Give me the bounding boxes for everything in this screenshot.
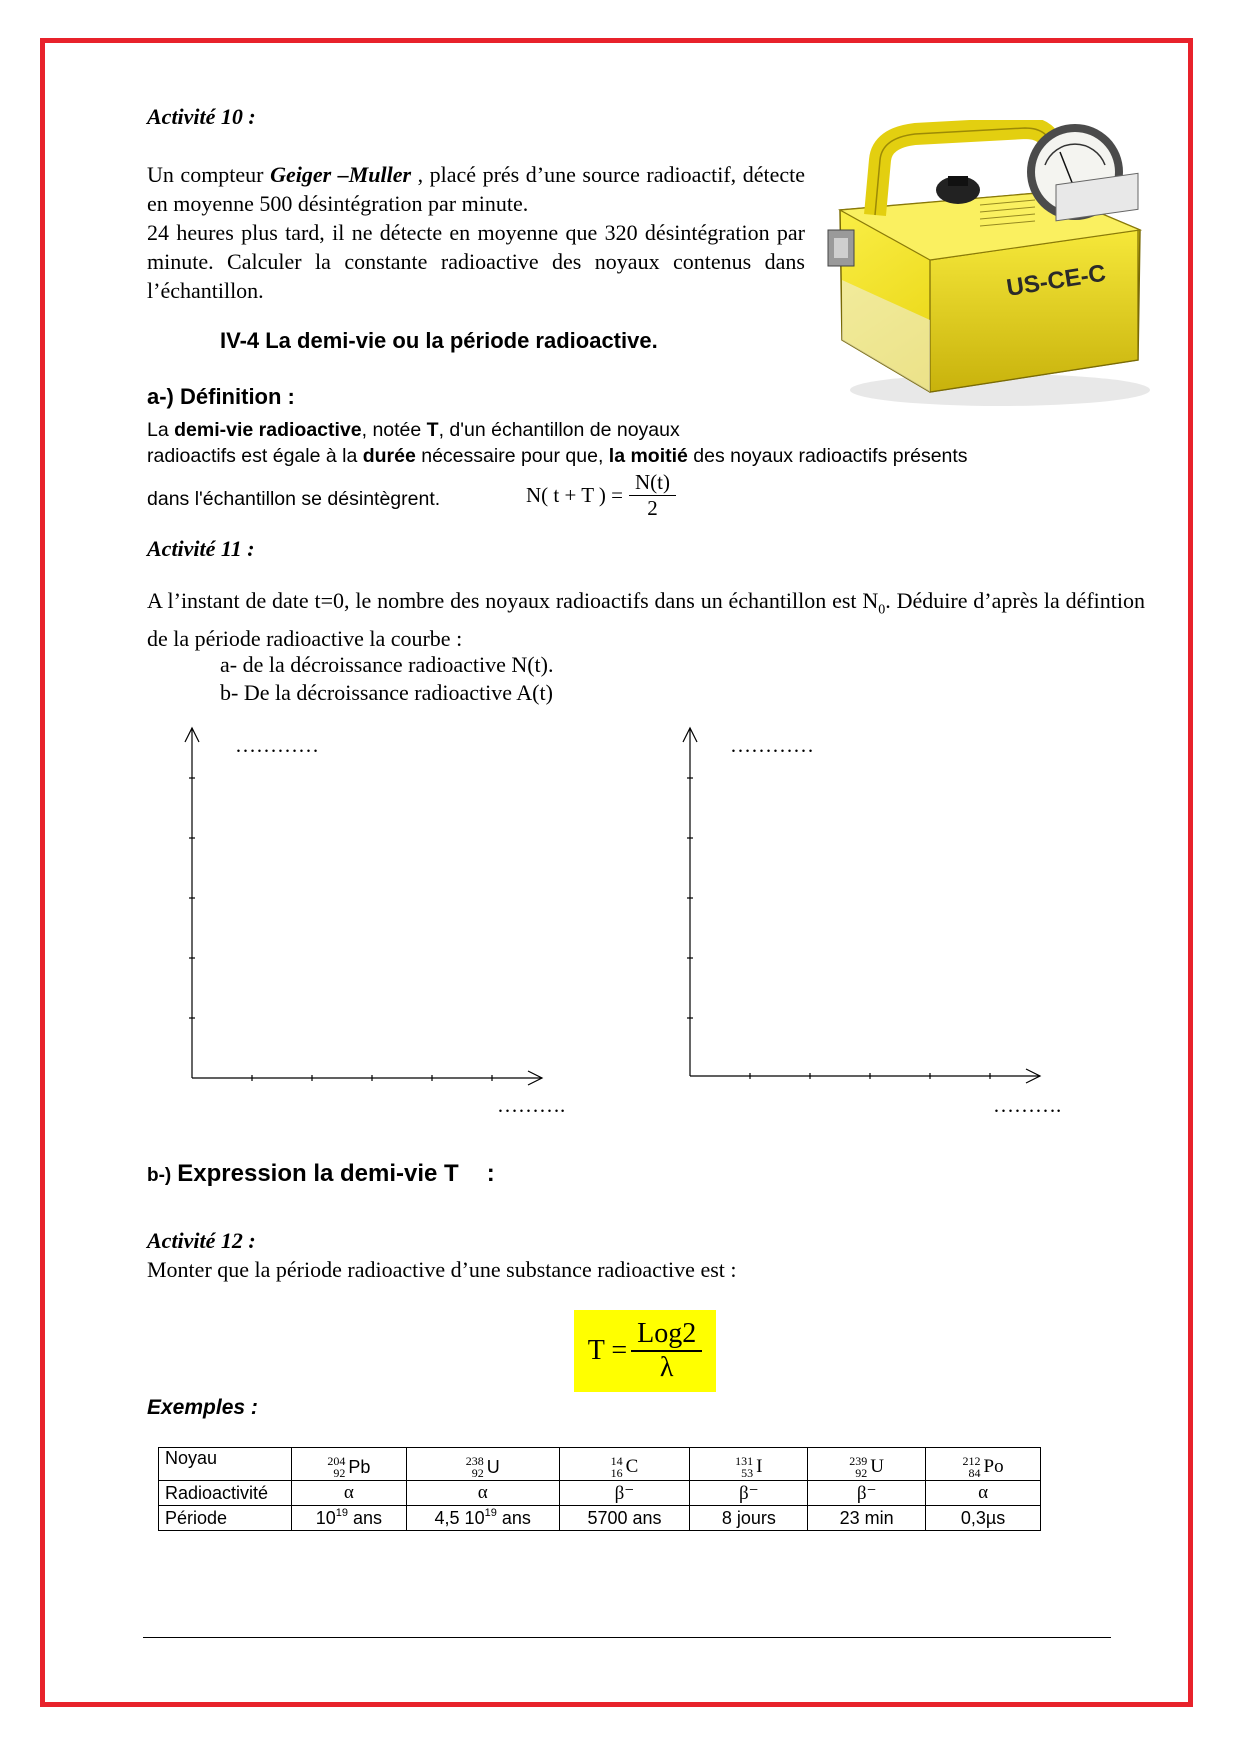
activity10-paragraph-2: 24 heures plus tard, il ne détecte en moyenne que 320 désintégration par minute. Calculer la constante radioactive des noyaux contenus dans l’échantillon. [147, 220, 805, 303]
expression-fraction [631, 1318, 702, 1384]
mass-number: 238 [465, 1454, 484, 1468]
definition-term-T: T [426, 419, 439, 441]
definition-text: , notée [361, 419, 427, 441]
activity11-item-a: a- de la décroissance radioactive N(t). [220, 652, 554, 677]
decay-cell: β⁻ [690, 1481, 808, 1506]
definition-text: des noyaux radioactifs présents [687, 445, 968, 467]
element-symbol: Po [983, 1456, 1004, 1477]
mass-number: 14 [610, 1454, 623, 1468]
expression-numerator: Log2 [631, 1318, 702, 1352]
atomic-number: 84 [968, 1466, 981, 1480]
table-row-periode [159, 1506, 1041, 1531]
activity10-paragraph-1 [147, 160, 805, 218]
half-life-formula [526, 470, 676, 521]
activity10-text: , placé prés d’une source radioactif, détecte en moyenne 500 désintégration par minute. [147, 162, 805, 216]
mass-number: 212 [962, 1454, 981, 1468]
activity11-title: Activité 11 : [147, 536, 255, 561]
mass-number: 131 [735, 1454, 754, 1468]
geiger-muller-term: Geiger –Muller [270, 162, 412, 187]
definition-term-moitie: la moitié [608, 445, 688, 467]
definition-term-duree: durée [362, 445, 416, 467]
period-cell: 0,3µs [926, 1506, 1041, 1531]
decay-cell: α [926, 1481, 1041, 1506]
period-cell [291, 1506, 406, 1531]
nucleus-cell [808, 1448, 926, 1481]
activity12-text: Monter que la période radioactive d’une substance radioactive est : [147, 1257, 737, 1282]
period-exponent: 19 [484, 1507, 497, 1519]
definition-text: radioactifs est égale à la [147, 445, 363, 467]
formula-denominator: 2 [647, 496, 658, 520]
nucleus-cell [559, 1448, 690, 1481]
period-cell: 23 min [808, 1506, 926, 1531]
footer-rule [143, 1637, 1111, 1638]
element-symbol: C [625, 1456, 639, 1477]
definition-term-demivie: demi-vie radioactive [174, 419, 362, 441]
definition-text: nécessaire pour que, [415, 445, 609, 467]
atomic-number: 92 [333, 1466, 346, 1480]
formula-lhs: N( t + T ) = [526, 483, 623, 507]
formula-fraction [629, 470, 676, 521]
activity11-subscript: 0 [878, 602, 886, 618]
graph2-x-label: ………. [993, 1093, 1062, 1117]
expression-denominator: λ [659, 1352, 674, 1383]
period-value: 10 [315, 1508, 336, 1528]
period-cell [406, 1506, 559, 1531]
mass-number: 204 [327, 1454, 346, 1468]
graph2-y-label: ………… [730, 733, 814, 757]
period-exponent: 19 [335, 1507, 348, 1519]
geiger-counter-image [820, 120, 1162, 410]
activity11-item-b: b- De la décroissance radioactive A(t) [220, 680, 553, 705]
expression-prefix: b-) [147, 1165, 172, 1186]
element-symbol: Pb [348, 1456, 371, 1477]
graph1-x-label: ………. [497, 1093, 566, 1117]
nucleus-cell [291, 1448, 406, 1481]
table-row-radioactivite [159, 1481, 1041, 1506]
decay-cell: β⁻ [559, 1481, 690, 1506]
atomic-number: 53 [741, 1466, 754, 1480]
formula-numerator: N(t) [629, 470, 676, 496]
element-symbol: I [756, 1456, 763, 1477]
nucleus-cell [690, 1448, 808, 1481]
activity11-text: . Déduire d’après la défintion de la période radioactive la courbe : [147, 588, 1145, 652]
period-unit: ans [496, 1508, 531, 1528]
definition-line-1 [147, 417, 1107, 443]
definition-text: La [147, 419, 175, 441]
activity12-title: Activité 12 : [147, 1228, 256, 1253]
expression-lhs: T = [587, 1335, 628, 1366]
element-symbol: U [486, 1456, 500, 1477]
atomic-number: 16 [610, 1466, 623, 1480]
period-cell: 5700 ans [559, 1506, 690, 1531]
activity11-text: A l’instant de date t=0, le nombre des noyaux radioactifs dans un échantillon est N [147, 588, 879, 613]
period-value: 4,5 10 [434, 1508, 485, 1528]
definition-text: , d'un échantillon de noyaux [438, 419, 680, 441]
device-label: US-CE-C [1004, 259, 1108, 302]
activity10-title: Activité 10 : [147, 104, 256, 129]
expression-heading [147, 1160, 495, 1188]
row-label-radioactivite: Radioactivité [159, 1481, 292, 1506]
activity11-paragraph [147, 586, 1145, 653]
nucleus-cell [406, 1448, 559, 1481]
graph-nt [180, 720, 550, 1090]
row-label-periode: Période [159, 1506, 292, 1531]
atomic-number: 92 [855, 1466, 868, 1480]
activity10-text: Un compteur [147, 162, 271, 187]
mass-number: 239 [849, 1454, 868, 1468]
graph-at [678, 720, 1048, 1090]
nucleus-cell [926, 1448, 1041, 1481]
examples-title: Exemples : [147, 1396, 258, 1419]
definition-line-2 [147, 443, 1127, 469]
period-unit: ans [348, 1508, 383, 1528]
expression-title: Expression la demi-vie T [177, 1160, 459, 1187]
decay-cell: α [406, 1481, 559, 1506]
section-iv4-title: IV-4 La demi-vie ou la période radioactive. [220, 328, 658, 353]
expression-colon: : [486, 1160, 495, 1187]
decay-cell: β⁻ [808, 1481, 926, 1506]
decay-cell: α [291, 1481, 406, 1506]
row-label-noyau: Noyau [159, 1448, 292, 1481]
half-life-expression-box [574, 1310, 716, 1392]
atomic-number: 92 [471, 1466, 484, 1480]
period-cell: 8 jours [690, 1506, 808, 1531]
table-row-noyau [159, 1448, 1041, 1481]
graph1-y-label: ………… [235, 733, 319, 757]
definition-heading: a-) Définition : [147, 384, 295, 409]
examples-table [158, 1447, 1041, 1531]
element-symbol: U [870, 1456, 885, 1477]
definition-line-3: dans l'échantillon se désintègrent. [147, 488, 441, 510]
